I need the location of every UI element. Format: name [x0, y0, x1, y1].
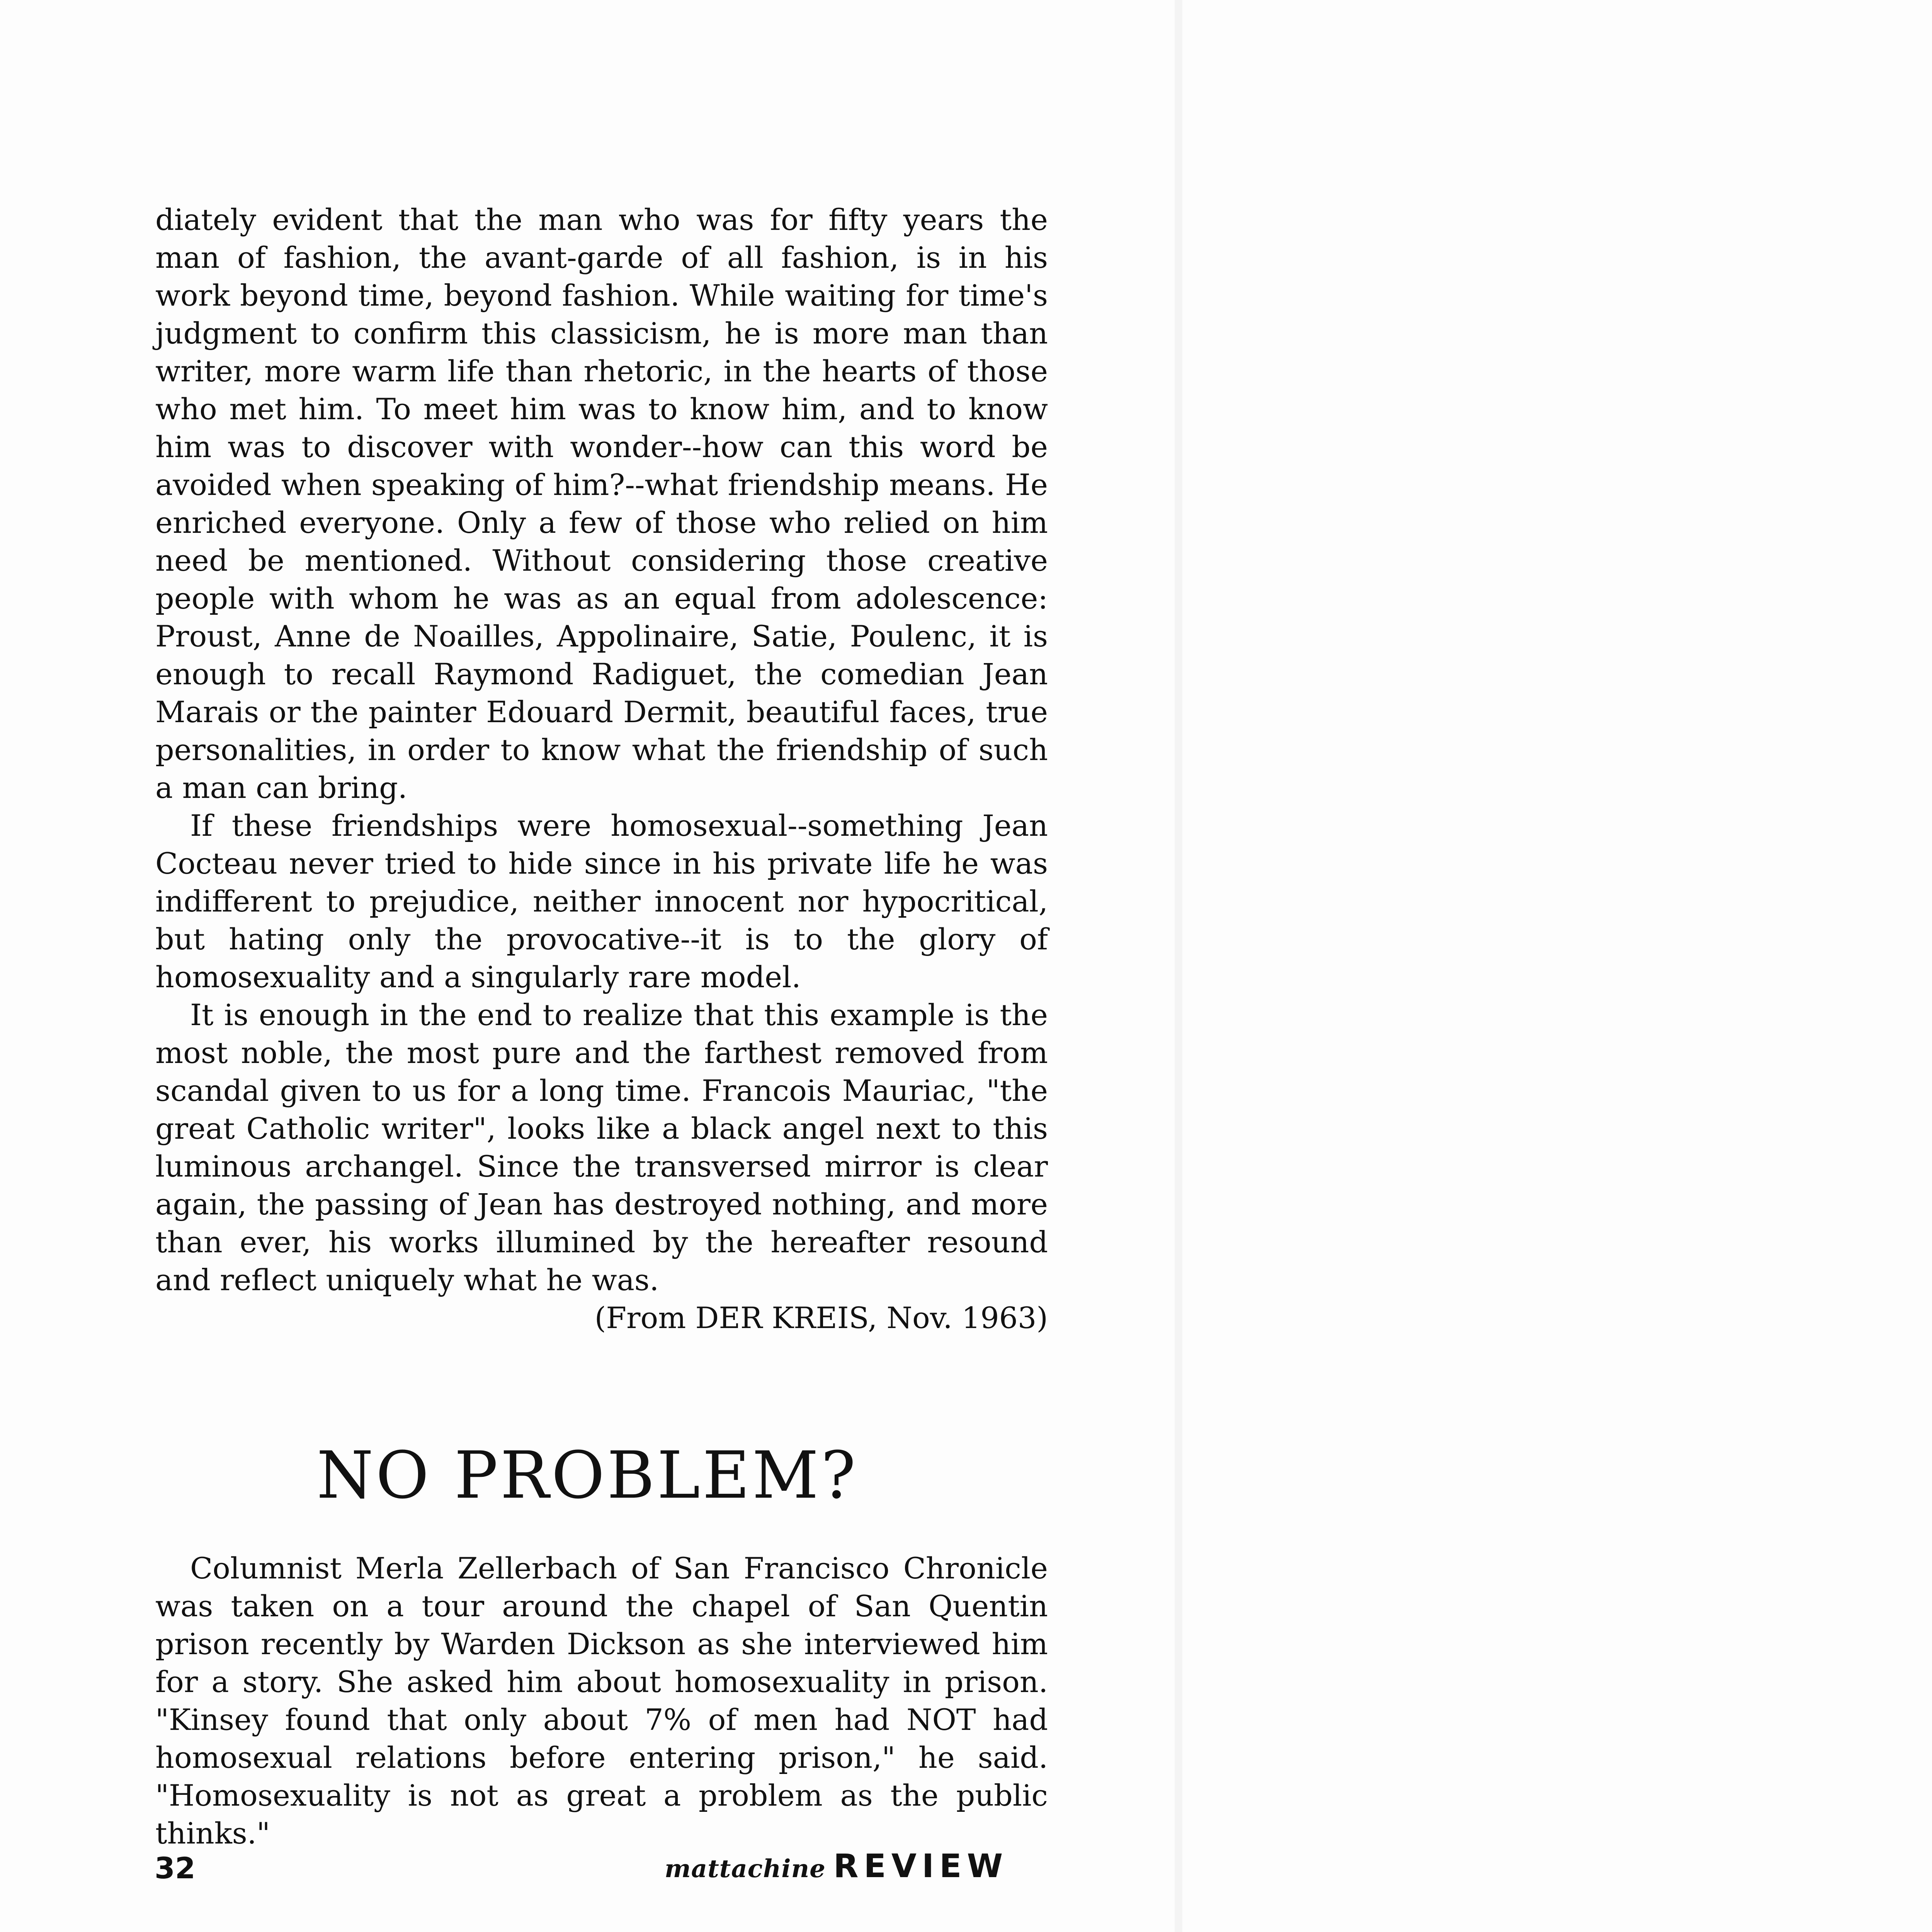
- article-title: NO PROBLEM?: [316, 1437, 858, 1513]
- footer-script-text: mattachine: [665, 1854, 826, 1883]
- page-number-left: 32: [155, 1851, 196, 1885]
- running-footer: [665, 1847, 1059, 1889]
- footer-caps-text: REVIEW: [833, 1847, 1009, 1885]
- article-paragraph: Columnist Merla Zellerbach of San Francisco Chronicle was taken on a tour around the chapel of San Quentin prison recently by Warden Dickson as she interviewed him for a story. She asked him about homosexuality in prison. "Kinsey found that only about 7% of men had NOT had homosexual relations before entering prison," he said. "Homosexuality is not as great a problem as the public thinks.": [155, 1551, 1048, 1850]
- spread-gutter: [1175, 0, 1182, 1932]
- essay-source-credit: (From DER KREIS, Nov. 1963): [594, 1301, 1048, 1335]
- essay-paragraph-1: diately evident that the man who was for fifty years the man of fashion, the avant-garde of all fashion, is in his work beyond time, beyond fashion. While waiting for time's judgment to confirm this classicism, he is more man than writer, more warm life than rhetoric, in the hearts of those who met him. To meet him was to know him, and to know him was to discover with wonder--how can this word be avoided when speaking of him?--what friendship means. He enriched everyone. Only a few of those who relied on him need be mentioned. Without considering those creative people with whom he was as an equal from adolescence: Proust, Anne de Noailles, Appolinaire, Satie, Poulenc, it is enough to recall Raymond Radiguet, the comedian Jean Marais or the painter Edouard Dermit, beautiful faces, true personalities, in order to know what the friendship of such a man can bring.: [155, 202, 1048, 805]
- essay-paragraph-3: It is enough in the end to realize that this example is the most noble, the most pure and the farthest removed from scandal given to us for a long time. Francois Mauriac, "the great Catholic writer", looks like a black angel next to this luminous archangel. Since the transversed mirror is clear again, the passing of Jean has destroyed nothing, and more than ever, his works illumined by the hereafter resound and reflect uniquely what he was.: [155, 998, 1048, 1297]
- essay-body: [155, 201, 1048, 1335]
- article-body: [155, 1549, 1048, 1850]
- right-page: [1182, 0, 1932, 1932]
- essay-paragraph-2: If these friendships were homosexual--something Jean Cocteau never tried to hide since in his private life he was indifferent to prejudice, neither innocent nor hypocritical, but hating only the provocative--it is to the glory of homosexuality and a singularly rare model.: [155, 808, 1048, 994]
